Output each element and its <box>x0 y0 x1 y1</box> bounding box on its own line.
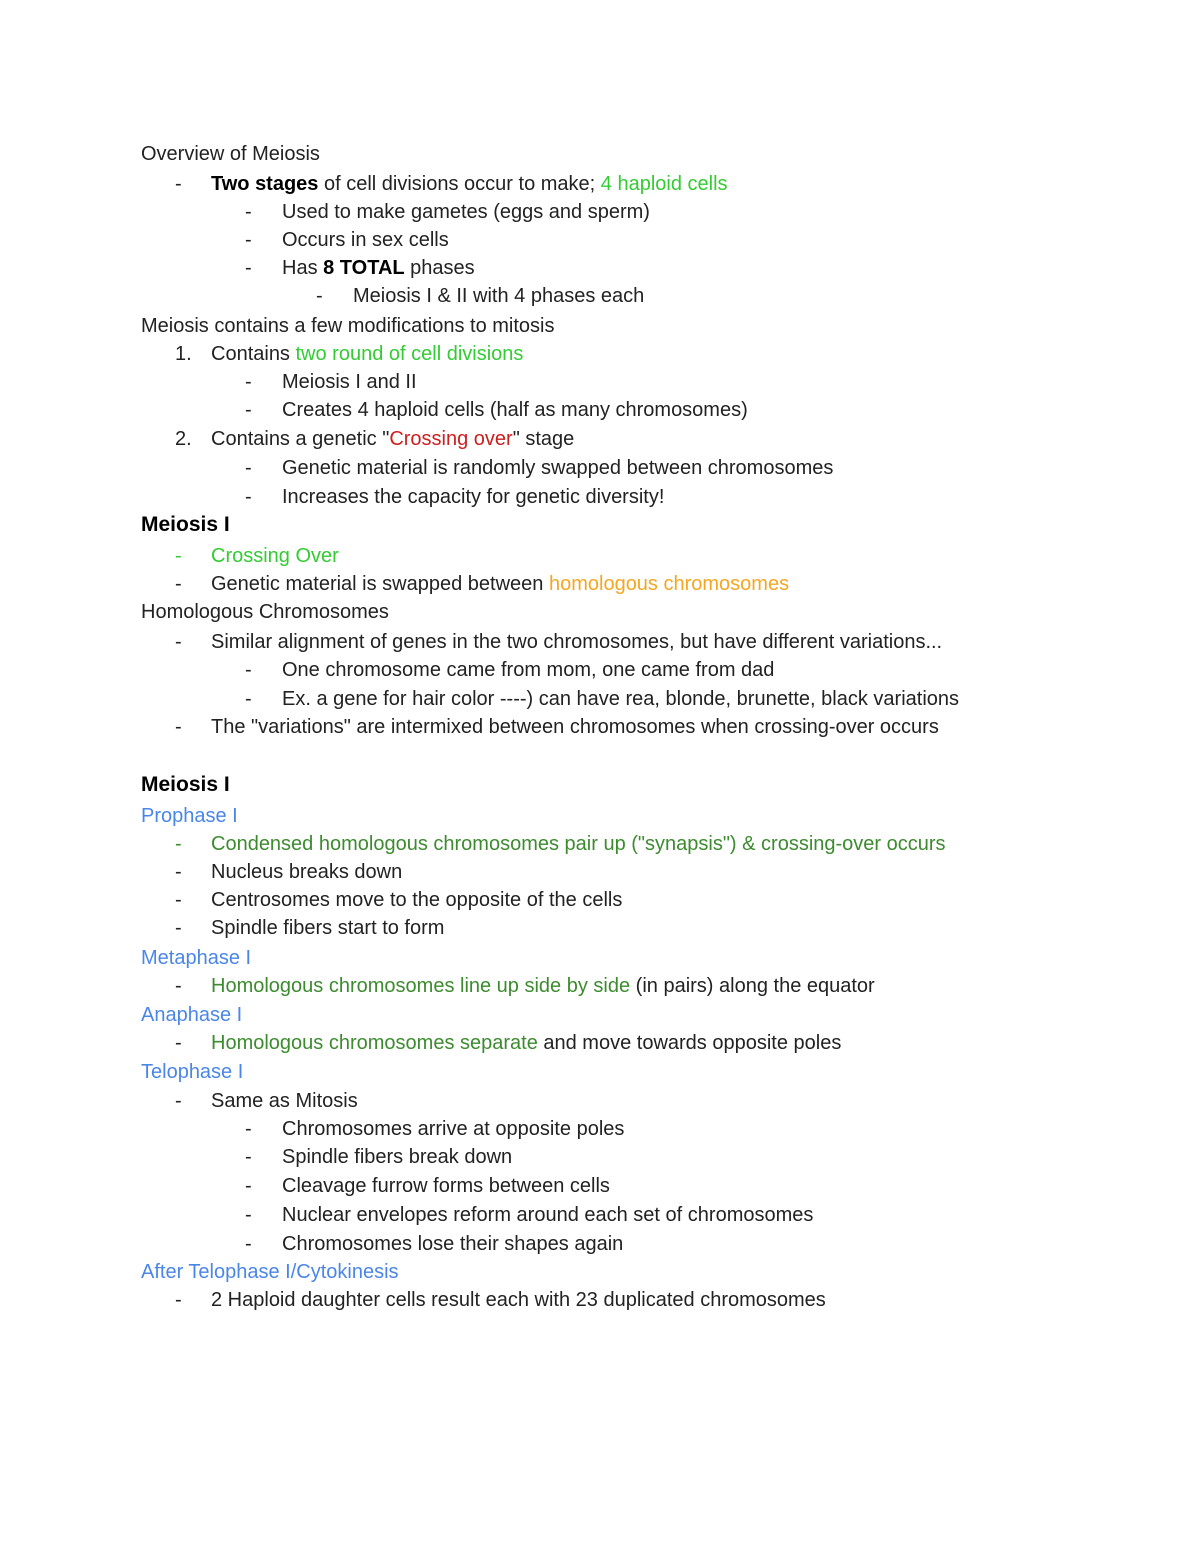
modifications-sub-1-text: Meiosis I and II <box>282 371 417 393</box>
homologous-sub-2 <box>0 685 1200 713</box>
dash-marker: - <box>245 1204 252 1226</box>
dash-marker: - <box>175 573 182 595</box>
overview-bullet-1-text <box>211 170 728 198</box>
meiosis1-bullet-2-text <box>211 570 789 598</box>
meiosis1-bullet-1 <box>0 542 1200 570</box>
prophase-bullet-1-text: Condensed homologous chromosomes pair up ("synapsis") & crossing-over occurs <box>211 833 946 855</box>
telophase-sub-4 <box>0 1201 1200 1229</box>
homologous-sub-2-text: Ex. a gene for hair color ----) can have rea, blonde, brunette, black variations <box>282 688 960 710</box>
telophase-sub-2 <box>0 1143 1200 1171</box>
telophase-sub-2-text: Spindle fibers break down <box>282 1146 513 1168</box>
overview-sub-2-text: Occurs in sex cells <box>282 229 449 251</box>
modifications-item-1 <box>0 340 1200 368</box>
telophase-title: Telophase I <box>141 1061 244 1083</box>
homologous-bullet-2-text: The "variations" are intermixed between chromosomes when crossing-over occurs <box>211 716 939 738</box>
telophase-sub-3 <box>0 1172 1200 1200</box>
overview-sub-3 <box>0 254 1200 282</box>
modifications-item-2-text <box>211 425 574 453</box>
homologous-sub-1-text: One chromosome came from mom, one came from dad <box>282 659 775 681</box>
prophase-bullet-1 <box>0 830 1200 858</box>
dash-marker: - <box>245 688 252 710</box>
plain-text: Genetic material is swapped between <box>211 573 549 595</box>
metaphase-bullet-1 <box>0 972 1200 1000</box>
overview-sub-2 <box>0 226 1200 254</box>
modifications-sub-3-text: Genetic material is randomly swapped between chromosomes <box>282 457 834 479</box>
homologous-sub-1 <box>0 656 1200 684</box>
overview-sub-1 <box>0 198 1200 226</box>
highlight-text: 4 haploid cells <box>600 173 728 195</box>
highlight-text: Crossing over <box>389 428 513 450</box>
modifications-sub-2-text: Creates 4 haploid cells (half as many chromosomes) <box>282 399 748 421</box>
homologous-bullet-2 <box>0 713 1200 741</box>
homologous-bullet-1 <box>0 628 1200 656</box>
telophase-sub-4-text: Nuclear envelopes reform around each set of chromosomes <box>282 1204 814 1226</box>
telophase-bullet-1 <box>0 1087 1200 1115</box>
dash-marker: - <box>245 1233 252 1255</box>
homologous-title: Homologous Chromosomes <box>141 601 389 623</box>
anaphase-bullet-1 <box>0 1029 1200 1057</box>
overview-subsub-1-text: Meiosis I & II with 4 phases each <box>353 285 645 307</box>
modifications-sub-3 <box>0 454 1200 482</box>
dash-marker: - <box>175 833 182 855</box>
highlight-text: Homologous chromosomes separate <box>211 1032 538 1054</box>
dash-marker: - <box>175 173 182 195</box>
prophase-bullet-4-text: Spindle fibers start to form <box>211 917 445 939</box>
prophase-bullet-2-text: Nucleus breaks down <box>211 861 403 883</box>
modifications-sub-2 <box>0 396 1200 424</box>
dash-marker: - <box>175 1032 182 1054</box>
modifications-title: Meiosis contains a few modifications to mitosis <box>141 315 555 337</box>
dash-marker: - <box>175 1289 182 1311</box>
highlight-text: homologous chromosomes <box>548 573 790 595</box>
dash-marker: - <box>245 201 252 223</box>
overview-sub-1-text: Used to make gametes (eggs and sperm) <box>282 201 650 223</box>
telophase-sub-1-text: Chromosomes arrive at opposite poles <box>282 1118 625 1140</box>
highlight-text: two round of cell divisions <box>295 343 524 365</box>
modifications-item-2 <box>0 425 1200 453</box>
dash-marker: - <box>245 1146 252 1168</box>
plain-text: " stage <box>512 428 575 450</box>
modifications-item-1-text <box>211 340 523 368</box>
dash-marker: - <box>175 917 182 939</box>
plain-text: of cell divisions occur to make; <box>318 173 601 195</box>
dash-marker: - <box>245 457 252 479</box>
dash-marker: - <box>175 631 182 653</box>
prophase-title: Prophase I <box>141 805 238 827</box>
dash-marker: - <box>245 257 252 279</box>
telophase-sub-5-text: Chromosomes lose their shapes again <box>282 1233 624 1255</box>
meiosis1-heading: Meiosis I <box>141 513 230 536</box>
dash-marker: - <box>245 486 252 508</box>
dash-marker: - <box>175 1090 182 1112</box>
telophase-sub-3-text: Cleavage furrow forms between cells <box>282 1175 610 1197</box>
list-number: 1. <box>175 343 192 365</box>
dash-marker: - <box>316 285 323 307</box>
overview-subsub-1 <box>0 282 1200 310</box>
dash-marker: - <box>175 545 182 567</box>
telophase-sub-1 <box>0 1115 1200 1143</box>
dash-marker: - <box>245 399 252 421</box>
modifications-sub-4-text: Increases the capacity for genetic diversity! <box>282 486 665 508</box>
prophase-bullet-3 <box>0 886 1200 914</box>
plain-text: Contains <box>211 343 296 365</box>
dash-marker: - <box>175 889 182 911</box>
meiosis1-bullet-1-text: Crossing Over <box>211 545 339 567</box>
dash-marker: - <box>245 229 252 251</box>
prophase-bullet-2 <box>0 858 1200 886</box>
cytokinesis-bullet-1 <box>0 1286 1200 1314</box>
telophase-bullet-1-text: Same as Mitosis <box>211 1090 358 1112</box>
dash-marker: - <box>175 975 182 997</box>
bold-text: 8 TOTAL <box>323 257 405 279</box>
dash-marker: - <box>175 716 182 738</box>
telophase-sub-5 <box>0 1230 1200 1258</box>
metaphase-bullet-1-text <box>211 972 875 1000</box>
homologous-bullet-1-text: Similar alignment of genes in the two chromosomes, but have different variations... <box>211 631 943 653</box>
plain-text: Contains a genetic " <box>211 428 390 450</box>
dash-marker: - <box>175 861 182 883</box>
meiosis1-phases-heading: Meiosis I <box>141 773 230 796</box>
dash-marker: - <box>245 371 252 393</box>
dash-marker: - <box>245 1175 252 1197</box>
dash-marker: - <box>245 1118 252 1140</box>
cytokinesis-title: After Telophase I/Cytokinesis <box>141 1261 399 1283</box>
modifications-sub-4 <box>0 483 1200 511</box>
bold-text: Two stages <box>211 173 319 195</box>
meiosis1-bullet-2 <box>0 570 1200 598</box>
prophase-bullet-3-text: Centrosomes move to the opposite of the cells <box>211 889 623 911</box>
anaphase-bullet-1-text <box>211 1029 841 1057</box>
metaphase-title: Metaphase I <box>141 947 252 969</box>
list-number: 2. <box>175 428 192 450</box>
plain-text: (in pairs) along the equator <box>630 975 875 997</box>
plain-text: Has <box>282 257 324 279</box>
plain-text: phases <box>404 257 475 279</box>
prophase-bullet-4 <box>0 914 1200 942</box>
cytokinesis-bullet-1-text: 2 Haploid daughter cells result each with 23 duplicated chromosomes <box>211 1289 826 1311</box>
anaphase-title: Anaphase I <box>141 1004 243 1026</box>
overview-bullet-1 <box>0 170 1200 198</box>
highlight-text: Homologous chromosomes line up side by side <box>211 975 631 997</box>
dash-marker: - <box>245 659 252 681</box>
overview-sub-3-text <box>282 254 475 282</box>
modifications-sub-1 <box>0 368 1200 396</box>
plain-text: and move towards opposite poles <box>537 1032 842 1054</box>
overview-title: Overview of Meiosis <box>141 143 320 165</box>
